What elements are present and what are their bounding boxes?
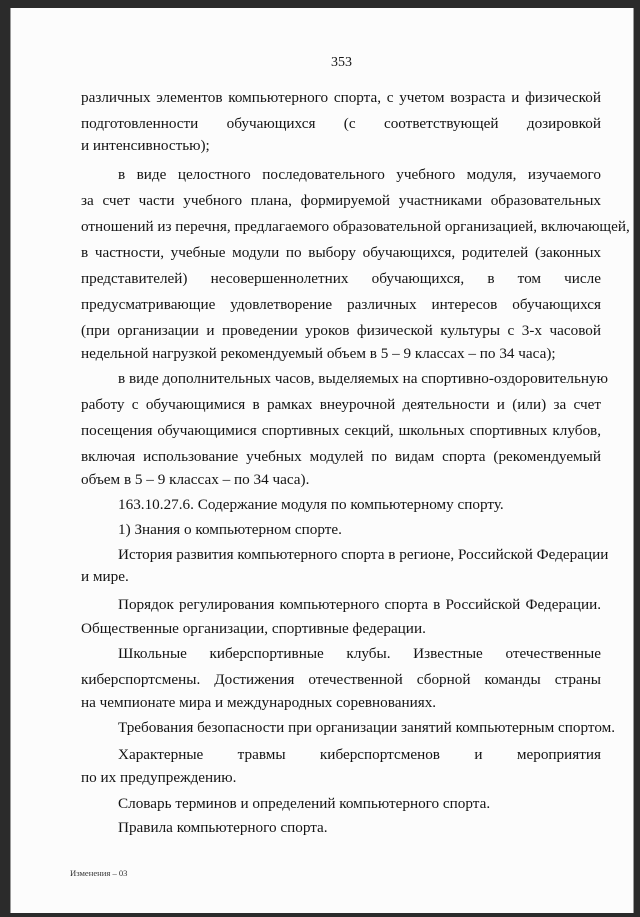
text-line: Характерные травмы киберспортсменов и мероприятия	[118, 746, 601, 763]
text-line: включая использование учебных модулей по видам спорта (рекомендуемый	[81, 448, 601, 465]
text-line: посещения обучающимися спортивных секций, школьных спортивных клубов,	[81, 422, 601, 439]
text-line: недельной нагрузкой рекомендуемый объем в 5 – 9 классах – по 34 часа);	[81, 345, 556, 362]
subsection-heading: 1) Знания о компьютерном спорте.	[118, 521, 342, 538]
text-line: за счет части учебного плана, формируемой участниками образовательных	[81, 192, 601, 209]
text-line: Порядок регулирования компьютерного спорта в Российской Федерации.	[118, 596, 601, 613]
text-line: Словарь терминов и определений компьютерного спорта.	[118, 795, 491, 812]
text-line: и интенсивностью);	[81, 137, 210, 154]
page-footer: Изменения – 03	[70, 868, 128, 878]
text-line: Общественные организации, спортивные федерации.	[81, 620, 426, 637]
text-line: в частности, учебные модули по выбору обучающихся, родителей (законных	[81, 244, 601, 261]
text-line: представителей) несовершеннолетних обучающихся, в том числе	[81, 270, 601, 287]
text-line: Школьные киберспортивные клубы. Известные отечественные	[118, 645, 601, 662]
text-line: (при организации и проведении уроков физической культуры с 3-х часовой	[81, 322, 601, 339]
document-page	[10, 8, 634, 913]
text-line: предусматривающие удовлетворение различных интересов обучающихся	[81, 296, 601, 313]
text-line: Требования безопасности при организации занятий компьютерным спортом.	[118, 719, 616, 736]
section-heading: 163.10.27.6. Содержание модуля по компьютерному спорту.	[118, 496, 504, 513]
text-line: по их предупреждению.	[81, 769, 237, 786]
page-number: 353	[331, 55, 352, 70]
text-line: объем в 5 – 9 классах – по 34 часа).	[81, 471, 310, 488]
text-line: различных элементов компьютерного спорта, с учетом возраста и физической	[81, 89, 601, 106]
text-line: и мире.	[81, 568, 129, 585]
text-line: на чемпионате мира и международных соревнованиях.	[81, 694, 437, 711]
text-line: работу с обучающимися в рамках внеурочной деятельности и (или) за счет	[81, 396, 601, 413]
text-line: киберспортсмены. Достижения отечественной сборной команды страны	[81, 671, 601, 688]
text-line: История развития компьютерного спорта в регионе, Российской Федерации	[118, 546, 609, 563]
text-line: отношений из перечня, предлагаемого образовательной организацией, включающей,	[81, 218, 630, 235]
text-line: в виде целостного последовательного учебного модуля, изучаемого	[118, 166, 601, 183]
text-line: Правила компьютерного спорта.	[118, 819, 328, 836]
text-line: в виде дополнительных часов, выделяемых на спортивно-оздоровительную	[118, 370, 608, 387]
text-line: подготовленности обучающихся (с соответствующей дозировкой	[81, 115, 601, 132]
